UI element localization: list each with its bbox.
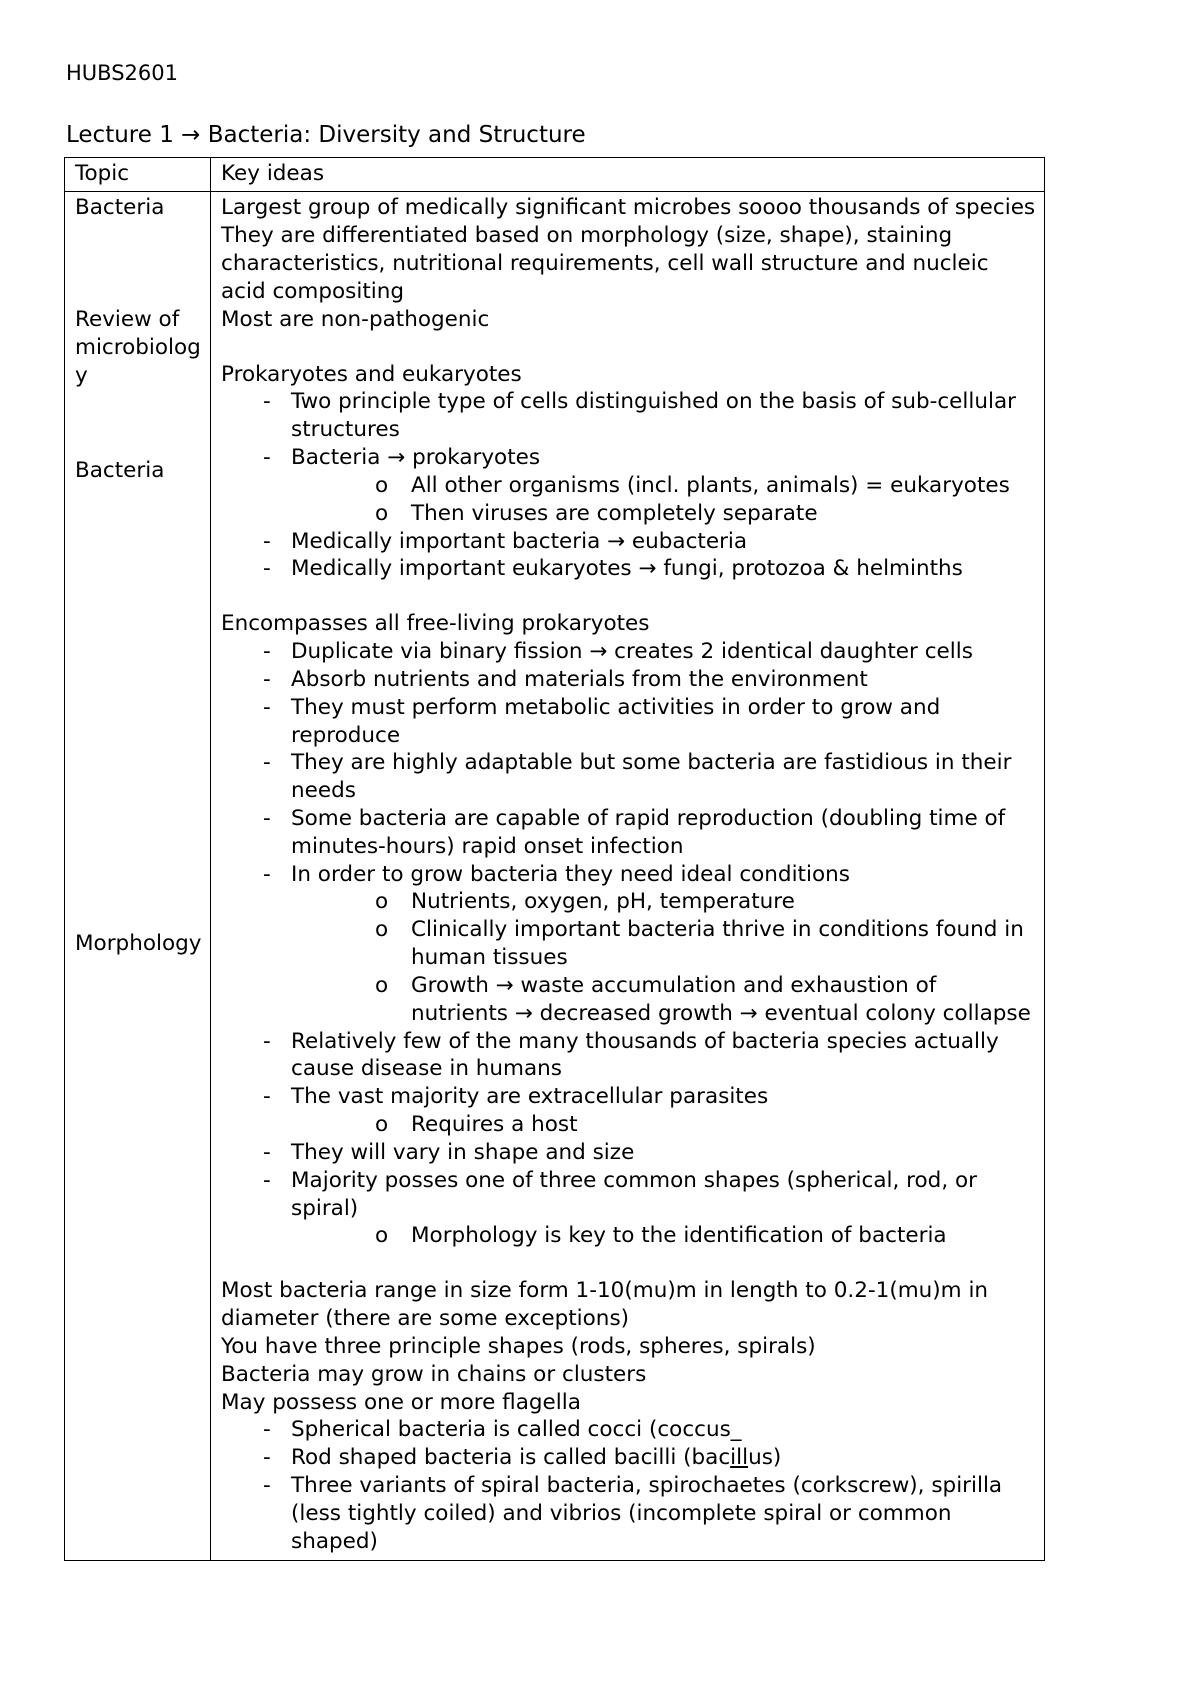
list-item: [221, 1416, 1036, 1444]
list-item-text: They must perform metabolic activities in order to grow and reproduce: [291, 694, 941, 748]
list-item-text: Then viruses are completely separate: [411, 500, 818, 526]
list-item: [221, 1167, 1036, 1250]
key-ideas-content: [221, 194, 1036, 1555]
review-bullet-list: [221, 388, 1036, 583]
prokaryotes-eukaryotes-heading: Prokaryotes and eukaryotes: [221, 361, 522, 387]
list-item-text: Growth → waste accumulation and exhaustion of nutrients → decreased growth → eventual colony collapse: [411, 972, 1031, 1026]
list-item-text: Two principle type of cells distinguished on the basis of sub-cellular structures: [291, 389, 1016, 443]
growth-conditions-sub-list: [291, 888, 1036, 1027]
list-item: [221, 694, 1036, 750]
column-header-topic: [65, 157, 211, 192]
list-item-text: All other organisms (incl. plants, animals) = eukaryotes: [411, 472, 1010, 498]
list-item: [333, 972, 1036, 1028]
list-item-text: Majority posses one of three common shapes (spherical, rod, or spiral): [291, 1167, 977, 1221]
list-item-text: Spherical bacteria is called cocci (coccus_: [291, 1417, 742, 1443]
lecture-title: Lecture 1 → Bacteria: Diversity and Structure: [66, 121, 586, 148]
list-item: [221, 388, 1036, 444]
bacteria-main-bullet-list: [221, 638, 1036, 1250]
column-header-key-ideas: [211, 157, 1045, 192]
review-line-non-pathogenic: Most are non-pathogenic: [221, 306, 490, 332]
list-item: [221, 805, 1036, 861]
list-item-text: The vast majority are extracellular parasites: [291, 1084, 769, 1110]
bacteria-intro-line-2: They are differentiated based on morphology (size, shape), staining characteristics, nutritional requirements, cell wall structure and nucleic acid compositing: [221, 223, 989, 304]
dash-bullet-icon: -: [263, 1139, 271, 1165]
circle-bullet-icon: o: [375, 472, 389, 498]
list-item: [221, 749, 1036, 805]
list-item-text: They are highly adaptable but some bacteria are fastidious in their needs: [291, 750, 1012, 804]
topic-label-bacteria-1: Bacteria: [75, 195, 165, 221]
dash-bullet-icon: -: [263, 556, 271, 582]
lecture-notes-table: [64, 157, 1045, 1561]
morphology-bullet-list: [221, 1416, 1036, 1555]
dash-bullet-icon: -: [263, 1028, 271, 1054]
topic-label-morphology: Morphology: [75, 931, 202, 957]
spacer: [221, 1250, 1036, 1277]
list-item: [221, 1028, 1036, 1084]
column-header-key-ideas-label: Key ideas: [221, 160, 325, 186]
list-item: [221, 638, 1036, 666]
topic-label-review-microbiology: Review of microbiology: [75, 307, 201, 389]
list-item: [333, 888, 1036, 916]
list-item: [221, 528, 1036, 556]
list-item-text: Three variants of spiral bacteria, spirochaetes (corkscrew), spirilla (less tightly coiled) and vibrios (incomplete spiral or common shaped): [291, 1473, 1003, 1554]
list-item-text: Nutrients, oxygen, pH, temperature: [411, 889, 795, 915]
list-item: [221, 1139, 1036, 1167]
column-header-topic-label: Topic: [75, 160, 130, 186]
morphology-line-1: Most bacteria range in size form 1-10(mu)m in length to 0.2-1(mu)m in diameter (there are some exceptions): [221, 1278, 989, 1332]
key-ideas-cell: [211, 192, 1045, 1560]
morphology-line-2: You have three principle shapes (rods, spheres, spirals): [221, 1333, 816, 1359]
list-item-text: Relatively few of the many thousands of bacteria species actually cause disease in humans: [291, 1028, 999, 1082]
list-item-text: Some bacteria are capable of rapid reproduction (doubling time of minutes-hours) rapid onset infection: [291, 806, 1006, 859]
list-item: [221, 1472, 1036, 1555]
course-code: HUBS2601: [66, 61, 178, 85]
list-item: [221, 555, 1036, 583]
list-item: [221, 1444, 1036, 1472]
list-item-text: Absorb nutrients and materials from the environment: [291, 666, 868, 692]
morphology-key-sub-list: [291, 1222, 1036, 1250]
list-item-text: Duplicate via binary fission → creates 2 identical daughter cells: [291, 639, 973, 665]
dash-bullet-icon: -: [263, 528, 271, 554]
parasites-sub-list: [291, 1111, 1036, 1139]
list-item: [221, 1083, 1036, 1139]
topic-cell: [65, 192, 211, 1560]
dash-bullet-icon: -: [263, 1417, 271, 1443]
table-header-row: [65, 157, 1045, 192]
dash-bullet-icon: -: [263, 389, 271, 415]
spacer: [221, 334, 1036, 361]
underlined-text: ill: [730, 1445, 749, 1471]
dash-bullet-icon: -: [263, 445, 271, 471]
morphology-line-4: May possess one or more flagella: [221, 1389, 581, 1415]
dash-bullet-icon: -: [263, 861, 271, 887]
dash-bullet-icon: -: [263, 1473, 271, 1499]
circle-bullet-icon: o: [375, 889, 389, 915]
circle-bullet-icon: o: [375, 500, 389, 526]
list-item: [333, 472, 1036, 500]
dash-bullet-icon: -: [263, 639, 271, 665]
list-item-text: In order to grow bacteria they need ideal conditions: [291, 861, 850, 887]
list-item-text: Rod shaped bacteria is called bacilli (bacillus): [291, 1445, 782, 1471]
list-item: [333, 1222, 1036, 1250]
list-item: [333, 916, 1036, 972]
morphology-line-3: Bacteria may grow in chains or clusters: [221, 1361, 647, 1387]
dash-bullet-icon: -: [263, 694, 271, 720]
topic-label-stack: [75, 194, 202, 1010]
list-item-text: They will vary in shape and size: [291, 1139, 635, 1165]
dash-bullet-icon: -: [263, 1167, 271, 1193]
list-item: [221, 666, 1036, 694]
list-item-text: Medically important eukaryotes → fungi, protozoa & helminths: [291, 556, 963, 582]
list-item-text: Clinically important bacteria thrive in conditions found in human tissues: [411, 917, 1024, 971]
topic-label-bacteria-2: Bacteria: [75, 458, 165, 484]
list-item-text: Morphology is key to the identification of bacteria: [411, 1223, 947, 1249]
review-sub-bullet-list: [291, 472, 1036, 528]
spacer: [221, 583, 1036, 610]
table-row: [65, 192, 1045, 1560]
list-item-text: Requires a host: [411, 1112, 578, 1138]
dash-bullet-icon: -: [263, 806, 271, 831]
list-item: [221, 444, 1036, 527]
bacteria-intro-line-1: Largest group of medically significant microbes soooo thousands of species: [221, 195, 1036, 221]
list-item-text: Bacteria → prokaryotes: [291, 445, 541, 471]
list-item-text: Medically important bacteria → eubacteria: [291, 528, 748, 554]
dash-bullet-icon: -: [263, 1084, 271, 1110]
circle-bullet-icon: o: [375, 1223, 389, 1249]
list-item: [333, 500, 1036, 528]
bacteria-main-heading: Encompasses all free-living prokaryotes: [221, 611, 650, 637]
circle-bullet-icon: o: [375, 1112, 389, 1138]
dash-bullet-icon: -: [263, 666, 271, 692]
dash-bullet-icon: -: [263, 750, 271, 776]
list-item: [221, 861, 1036, 1028]
list-item: [333, 1111, 1036, 1139]
circle-bullet-icon: o: [375, 917, 389, 943]
circle-bullet-icon: o: [375, 972, 389, 998]
dash-bullet-icon: -: [263, 1445, 271, 1471]
